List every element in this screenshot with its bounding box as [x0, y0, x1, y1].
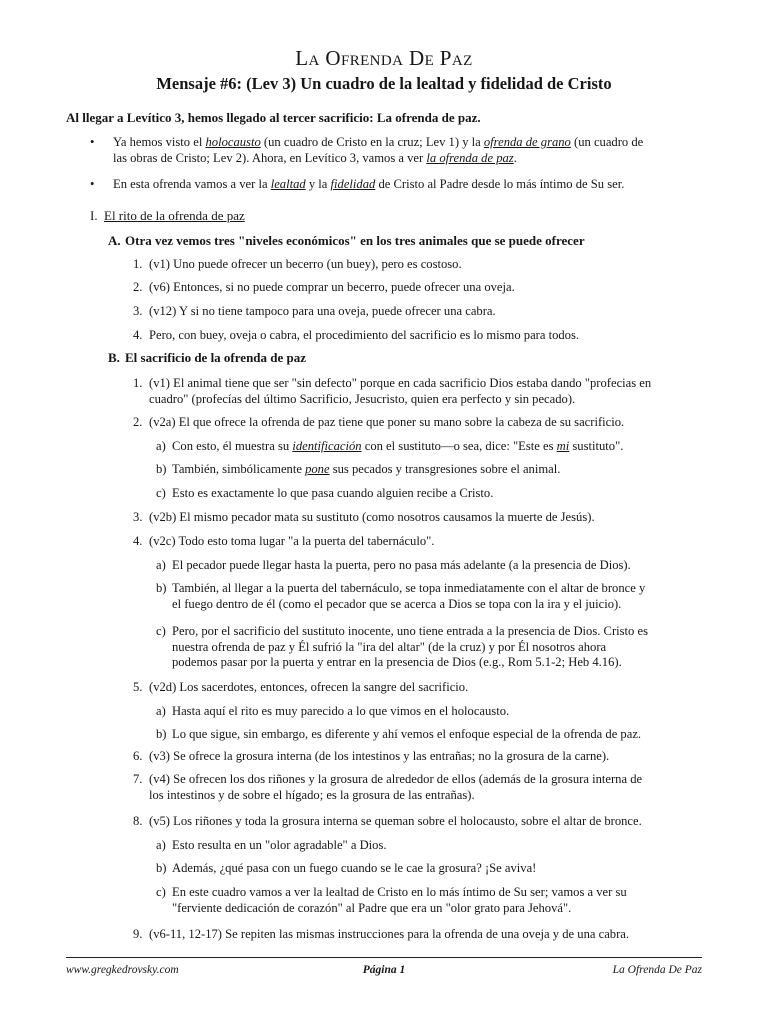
sub-item-letter: c): [156, 885, 166, 899]
list-item-number: 5.: [133, 680, 143, 694]
sub-item-text-line: Con esto, él muestra su identificación con el sustituto—o sea, dice: "Este es mi sustituto".: [172, 439, 624, 453]
list-item-number: 1.: [133, 257, 143, 271]
list-item-number: 2.: [133, 415, 143, 429]
document-title: La Ofrenda De Paz: [295, 46, 473, 70]
list-item-text-line: (v5) Los riñones y toda la grosura interna se queman sobre el holocausto, sobre el altar de bronce.: [149, 814, 642, 828]
bullet-marker: •: [90, 177, 95, 191]
footer-page-number: Página 1: [362, 964, 406, 976]
sub-item-text-line: el fuego dentro de él (como el pecador que se acerca a Dios se topa con la ira y el juicio).: [172, 596, 622, 611]
subsection-heading: Otra vez vemos tres "niveles económicos" en los tres animales que se puede ofrecer: [125, 233, 585, 248]
footer-divider: [66, 957, 702, 958]
list-item-text-line: (v1) El animal tiene que ser "sin defecto" porque en cada sacrificio Dios estaba dando "profecias en: [149, 376, 652, 390]
sub-item-letter: b): [156, 462, 167, 476]
sub-item-text-line: Lo que sigue, sin embargo, es diferente y ahí vemos el enfoque especial de la ofrenda de paz.: [172, 727, 642, 741]
list-item-number: 3.: [133, 510, 143, 524]
list-item-text-line: (v2d) Los sacerdotes, entonces, ofrecen la sangre del sacrificio.: [149, 680, 469, 694]
list-item-text-line: (v4) Se ofrecen los dos riñones y la grosura de alrededor de ellos (además de la grosura interna de: [149, 772, 643, 786]
document-subtitle: Mensaje #6: (Lev 3) Un cuadro de la lealtad y fidelidad de Cristo: [156, 74, 612, 93]
list-item-number: 6.: [133, 749, 143, 763]
section-number: I.: [90, 208, 98, 223]
list-item-text-line: cuadro" (profecías del último Sacrificio, Jesucristo, quien era perfecto y sin pecado).: [149, 391, 576, 406]
list-item-text-line: (v2b) El mismo pecador mata su sustituto (como nosotros causamos la muerte de Jesús).: [149, 510, 595, 524]
bullet-text-line: En esta ofrenda vamos a ver la lealtad y la fidelidad de Cristo al Padre desde lo más íntimo de Su ser.: [113, 177, 625, 191]
sub-item-text-line: También, simbólicamente pone sus pecados y transgresiones sobre el animal.: [172, 462, 561, 476]
bullet-text-line: Ya hemos visto el holocausto (un cuadro de Cristo en la cruz; Lev 1) y la ofrenda de grano (un cuadro de: [113, 135, 644, 149]
sub-item-letter: a): [156, 558, 166, 572]
sub-item-text-line: También, al llegar a la puerta del tabernáculo, se topa inmediatamente con el altar de bronce y: [172, 581, 646, 595]
list-item-text: (v12) Y si no tiene tampoco para una oveja, puede ofrecer una cabra.: [149, 304, 496, 318]
list-item-text: Pero, con buey, oveja o cabra, el procedimiento del sacrificio es lo mismo para todos.: [149, 328, 580, 342]
list-item-text: (v6) Entonces, si no puede comprar un becerro, puede ofrecer una oveja.: [149, 280, 515, 294]
list-item-text-line: (v2c) Todo esto toma lugar "a la puerta del tabernáculo".: [149, 534, 435, 548]
sub-item-letter: b): [156, 581, 167, 595]
subsection-label: B.: [108, 350, 120, 365]
sub-item-text-line: podemos pasar por la puerta y entrar en la presencia de Dios (e.g., Rom 5.1-2; Heb 4.16).: [172, 655, 622, 670]
list-item-text-line: los intestinos y de sobre el hígado; es la grosura de las entrañas).: [149, 787, 475, 802]
intro-line: Al llegar a Levítico 3, hemos llegado al tercer sacrificio: La ofrenda de paz.: [66, 110, 481, 125]
sub-item-letter: c): [156, 486, 166, 500]
footer-website: www.gregkedrovsky.com: [66, 964, 179, 976]
bullet-marker: •: [90, 135, 95, 149]
list-item-number: 9.: [133, 927, 143, 941]
list-item-number: 3.: [133, 304, 143, 318]
footer-doc-title: La Ofrenda De Paz: [612, 964, 702, 976]
list-item-number: 2.: [133, 280, 143, 294]
sub-item-letter: a): [156, 439, 166, 453]
sub-item-text-line: nuestra ofrenda de paz y Él sufrió la "ira del altar" (de la cruz) y por Él nosotros ahora: [172, 639, 607, 654]
sub-item-letter: a): [156, 704, 166, 718]
section-heading: El rito de la ofrenda de paz: [104, 208, 245, 223]
list-item-number: 4.: [133, 328, 143, 342]
sub-item-text-line: Esto resulta en un "olor agradable" a Dios.: [172, 838, 387, 852]
sub-item-text-line: Esto es exactamente lo que pasa cuando alguien recibe a Cristo.: [172, 486, 494, 500]
list-item-text-line: (v3) Se ofrece la grosura interna (de los intestinos y las entrañas; no la grosura de la carne).: [149, 749, 610, 763]
sub-item-text-line: Hasta aquí el rito es muy parecido a lo que vimos en el holocausto.: [172, 704, 510, 718]
sub-item-text-line: En este cuadro vamos a ver la lealtad de Cristo en lo más íntimo de Su ser; vamos a ver su: [172, 885, 627, 899]
sub-item-text-line: Pero, por el sacrificio del sustituto inocente, uno tiene entrada a la presencia de Dios. Cristo es: [172, 624, 648, 638]
list-item-text: (v1) Uno puede ofrecer un becerro (un buey), pero es costoso.: [149, 257, 462, 271]
list-item-number: 8.: [133, 814, 143, 828]
subsection-heading: El sacrificio de la ofrenda de paz: [125, 350, 307, 365]
sub-item-letter: b): [156, 727, 167, 741]
bullet-text-line: las obras de Cristo; Lev 2). Ahora, en Levítico 3, vamos a ver la ofrenda de paz.: [113, 150, 517, 165]
sub-item-letter: a): [156, 838, 166, 852]
sub-item-letter: b): [156, 861, 167, 875]
list-item-number: 7.: [133, 772, 143, 786]
list-item-number: 1.: [133, 376, 143, 390]
list-item-number: 4.: [133, 534, 143, 548]
sub-item-letter: c): [156, 624, 166, 638]
list-item-text-line: (v2a) El que ofrece la ofrenda de paz tiene que poner su mano sobre la cabeza de su sacrificio.: [149, 415, 625, 429]
sub-item-text-line: "ferviente dedicación de corazón" al Padre que era un "olor grato para Jehová".: [172, 900, 572, 915]
sub-item-text-line: Además, ¿qué pasa con un fuego cuando se le cae la grosura? ¡Se aviva!: [172, 861, 537, 875]
list-item-text-line: (v6-11, 12-17) Se repiten las mismas instrucciones para la ofrenda de una oveja y de una cabra.: [149, 927, 630, 941]
subsection-label: A.: [108, 233, 121, 248]
sub-item-text-line: El pecador puede llegar hasta la puerta, pero no pasa más adelante (a la presencia de Dios).: [172, 558, 631, 572]
